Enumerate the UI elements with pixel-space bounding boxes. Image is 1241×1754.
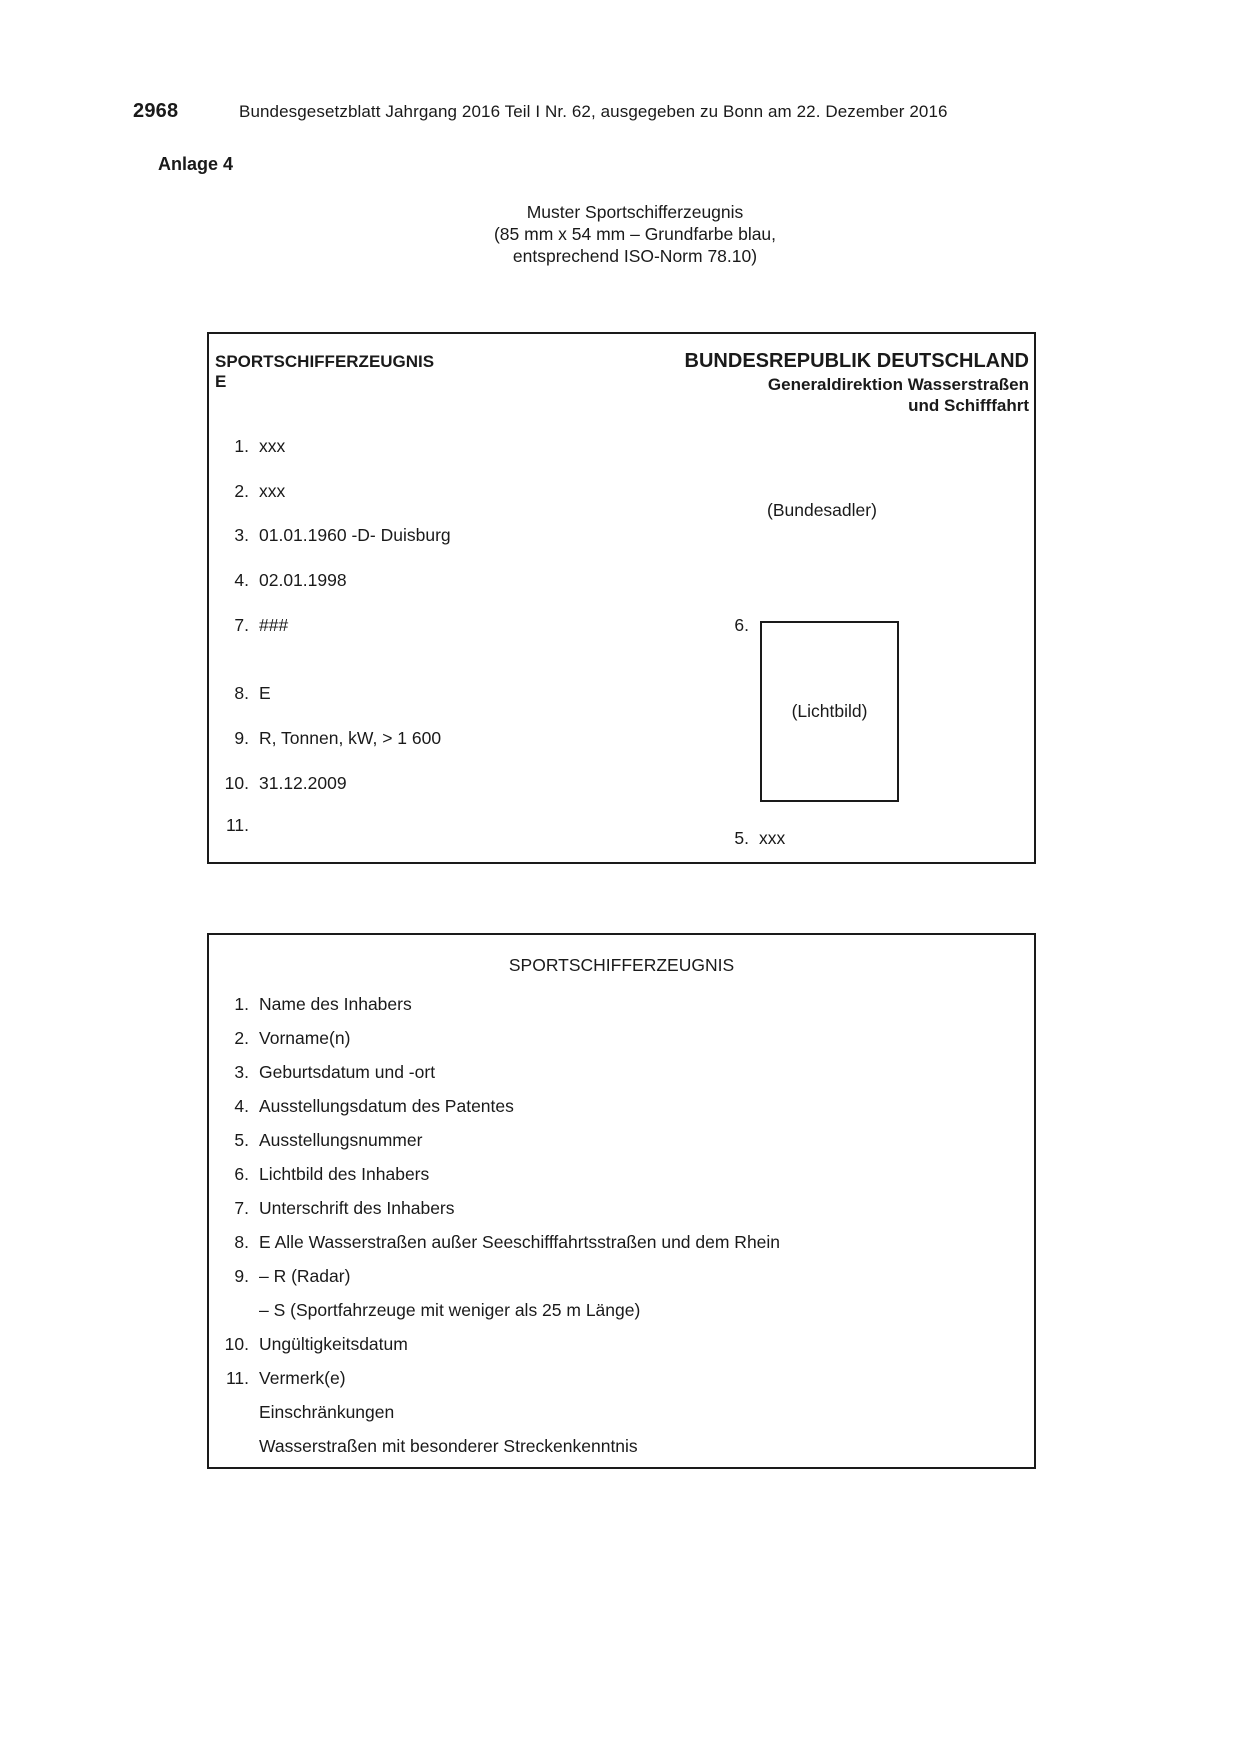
field-7-value: ### [259, 615, 289, 635]
legend-text: Ausstellungsnummer [259, 1130, 423, 1150]
legend-text: Name des Inhabers [259, 994, 412, 1014]
card-front-title: SPORTSCHIFFERZEUGNIS [215, 352, 435, 371]
field-7 [215, 615, 289, 636]
legend-number: 10. [224, 1334, 249, 1354]
legend-text: Ungültigkeitsdatum [259, 1334, 408, 1354]
legend-number: 3. [234, 1062, 249, 1082]
caption-line-2: (85 mm x 54 mm – Grundfarbe blau, [493, 224, 777, 244]
field-5-number: 5. [734, 828, 749, 848]
field-3 [215, 525, 451, 546]
legend-number: 5. [234, 1130, 249, 1150]
field-4-number: 4. [234, 570, 249, 590]
card-front-category: E [215, 372, 227, 391]
field-4 [215, 570, 347, 591]
field-2-number: 2. [234, 481, 249, 501]
field-10-value: 31.12.2009 [259, 773, 347, 793]
legend-text: E Alle Wasserstraßen außer Seeschifffahrtsstraßen und dem Rhein [259, 1232, 781, 1252]
legend-number: 11. [225, 1368, 249, 1388]
field-8-number: 8. [234, 683, 249, 703]
card-front-authority-line-1: Generaldirektion Wasserstraßen [767, 375, 1029, 394]
field-5 [715, 828, 786, 849]
field-9 [215, 728, 442, 749]
caption-line-1: Muster Sportschifferzeugnis [526, 202, 744, 222]
legend-number: 7. [234, 1198, 249, 1218]
legend-text: Geburtsdatum und -ort [259, 1062, 436, 1082]
legend-text: Ausstellungsdatum des Patentes [259, 1096, 514, 1116]
field-4-value: 02.01.1998 [259, 570, 347, 590]
legend-text: Unterschrift des Inhabers [259, 1198, 455, 1218]
legend-number: 8. [234, 1232, 249, 1252]
running-head: Bundesgesetzblatt Jahrgang 2016 Teil I Nr. 62, ausgegeben zu Bonn am 22. Dezember 2016 [239, 102, 948, 121]
field-11 [215, 815, 249, 836]
card-front [207, 332, 1036, 864]
field-2 [215, 481, 286, 502]
legend-number: 1. [234, 994, 249, 1014]
legend-text: Wasserstraßen mit besonderer Streckenkenntnis [259, 1436, 638, 1456]
field-3-value: 01.01.1960 -D- Duisburg [259, 525, 451, 545]
legend-text: Vorname(n) [259, 1028, 351, 1048]
card-back [207, 933, 1036, 1469]
field-2-value: xxx [259, 481, 286, 501]
field-1-number: 1. [234, 436, 249, 456]
field-3-number: 3. [234, 525, 249, 545]
legend-number: 2. [234, 1028, 249, 1048]
legend-number: 4. [234, 1096, 249, 1116]
field-11-number: 11. [225, 815, 249, 835]
field-5-value: xxx [759, 828, 786, 848]
field-1-value: xxx [259, 436, 286, 456]
federal-eagle-placeholder: (Bundesadler) [767, 500, 877, 520]
legend-text: Lichtbild des Inhabers [259, 1164, 430, 1184]
legend-number: 9. [234, 1266, 249, 1286]
legend-text: – R (Radar) [259, 1266, 351, 1286]
legend-number: 6. [234, 1164, 249, 1184]
field-6-number: 6. [734, 615, 749, 635]
field-8-value: E [259, 683, 271, 703]
field-10-number: 10. [224, 773, 249, 793]
field-9-value: R, Tonnen, kW, > 1 600 [259, 728, 442, 748]
field-7-number: 7. [234, 615, 249, 635]
photo-placeholder-label: (Lichtbild) [791, 701, 868, 721]
card-back-title: SPORTSCHIFFERZEUGNIS [508, 955, 735, 975]
legend-text: Einschränkungen [259, 1402, 395, 1422]
field-10 [215, 773, 347, 794]
legend-text: Vermerk(e) [259, 1368, 346, 1388]
card-front-country: BUNDESREPUBLIK DEUTSCHLAND [684, 350, 1029, 372]
card-front-authority-line-2: und Schifffahrt [908, 396, 1029, 415]
field-1 [215, 436, 286, 457]
field-9-number: 9. [234, 728, 249, 748]
field-6 [715, 615, 749, 636]
page-number: 2968 [133, 100, 179, 122]
field-8 [215, 683, 271, 704]
annex-label: Anlage 4 [158, 154, 234, 174]
caption-line-3: entsprechend ISO-Norm 78.10) [512, 246, 758, 266]
legend-text: – S (Sportfahrzeuge mit weniger als 25 m Länge) [259, 1300, 641, 1320]
